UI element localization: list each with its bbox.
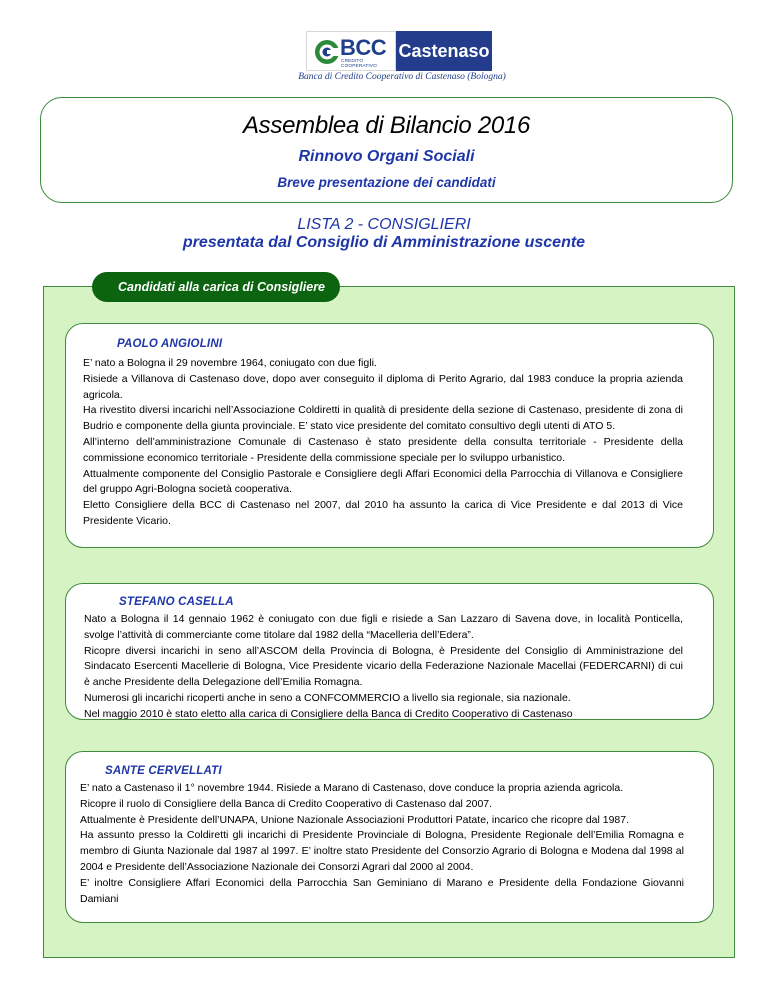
header-box <box>40 97 733 203</box>
bio-line: All’interno dell’amministrazione Comunale di Castenaso è stato presidente della consulta territoriale - Presidente della commissione economico territoriale - Presidente della commissione speciale per lo sviluppo urbanistico. <box>83 435 683 464</box>
logo-tagline: Banca di Credito Cooperativo di Castenaso (Bologna) <box>298 72 506 82</box>
logo-bcc-block <box>306 31 396 71</box>
bio-line: Ricopre il ruolo di Consigliere della Banca di Credito Cooperativo di Castenaso dal 2007. <box>80 797 493 810</box>
bio-line: Risiede a Villanova di Castenaso dove, dopo aver conseguito il diploma di Perito Agrario, dal 1983 conduce la propria azienda agricola. <box>83 372 683 401</box>
lista-title: LISTA 2 - CONSIGLIERI <box>297 216 471 233</box>
page-subtitle: Rinnovo Organi Sociali <box>298 148 475 165</box>
candidate-bio <box>83 356 683 530</box>
bio-line: Attualmente è Presidente dell’UNAPA, Unione Nazionale Associazioni Produttori Patate, incarico che ricopre dal 1987. <box>80 813 630 826</box>
candidate-bio <box>80 781 684 907</box>
logo-credito-text: CREDITO COOPERATIVO <box>341 59 377 69</box>
bio-line: Nato a Bologna il 14 gennaio 1962 è coniugato con due figli e risiede a San Lazzaro di Savena dove, in località Ponticella, svolge l’attività di commerciante come titolare dal 1982 della “Macelleria dell’Edera”. <box>84 613 683 641</box>
section-label: Candidati alla carica di Consigliere <box>92 272 340 302</box>
candidate-name: SANTE CERVELLATI <box>105 765 222 777</box>
bio-line: E’ inoltre Consigliere Affari Economici della Parrocchia San Geminiano di Marano e Presidente della Fondazione Giovanni Damiani <box>80 876 684 905</box>
bio-line: Ha rivestito diversi incarichi nell’Associazione Coldiretti in qualità di presidente della sezione di Castenaso, presidente di zona di Budrio e componente della giunta provinciale. E’ stato vice presidente del comitato consultivo degli utenti di ATO 5. <box>83 404 683 433</box>
bio-line: E’ nato a Castenaso il 1° novembre 1944. Risiede a Marano di Castenaso, dove conduce la propria azienda agricola. <box>80 782 624 794</box>
page-title: Assemblea di Bilancio 2016 <box>242 112 531 139</box>
page-subtitle-2: Breve presentazione dei candidati <box>277 175 496 190</box>
bio-line: Ricopre diversi incarichi in seno all’ASCOM della Provincia di Bologna, è Presidente del Consiglio di Amministrazione del Sindacato Esercenti Macellerie di Bologna, Vice Presidente vicario della Federazione Nazionale Macellai (FEDERCARNI) di cui è anche Presidente della Delegazione dell’Emilia Romagna. <box>84 644 683 689</box>
logo-castenaso-text: Castenaso <box>396 31 492 71</box>
bio-line: Ha assunto presso la Coldiretti gli incarichi di Presidente Provinciale di Bologna, Presidente Regionale dell’Emilia Romagna e membro di Giunta Nazionale dal 1987 al 1997. E’ inoltre stato Presidente del Consorzio Agrario di Bologna e Modena dal 1998 al 2004 e Presidente dell’Associazione Nazionale dei Consorzi Agrari dal 2000 al 2004. <box>80 829 684 873</box>
bcc-logo-icon <box>314 39 340 65</box>
bio-line: E’ nato a Bologna il 29 novembre 1964, coniugato con due figli. <box>83 357 377 369</box>
candidate-name: PAOLO ANGIOLINI <box>117 338 223 350</box>
candidate-name: STEFANO CASELLA <box>119 596 234 608</box>
candidate-bio <box>84 612 683 723</box>
bio-line: Eletto Consigliere della BCC di Castenaso nel 2007, dal 2010 ha assunto la carica di Vice Presidente e dal 2013 di Vice Presidente Vicario. <box>83 499 683 527</box>
bio-line: Nel maggio 2010 è stato eletto alla carica di Consigliere della Banca di Credito Cooperativo di Castenaso <box>84 707 573 720</box>
bio-line: Attualmente componente del Consiglio Pastorale e Consigliere degli Affari Economici della Parrocchia di Villanova e Consigliere del gruppo Agri-Bologna società cooperativa. <box>83 467 683 496</box>
lista-subtitle: presentata dal Consiglio di Amministrazione uscente <box>182 234 586 251</box>
bio-line: Numerosi gli incarichi ricoperti anche in seno a CONFCOMMERCIO a livello sia regionale, sia nazionale. <box>84 691 571 704</box>
logo-bcc-text: BCC <box>340 35 387 60</box>
bank-logo <box>306 31 492 71</box>
